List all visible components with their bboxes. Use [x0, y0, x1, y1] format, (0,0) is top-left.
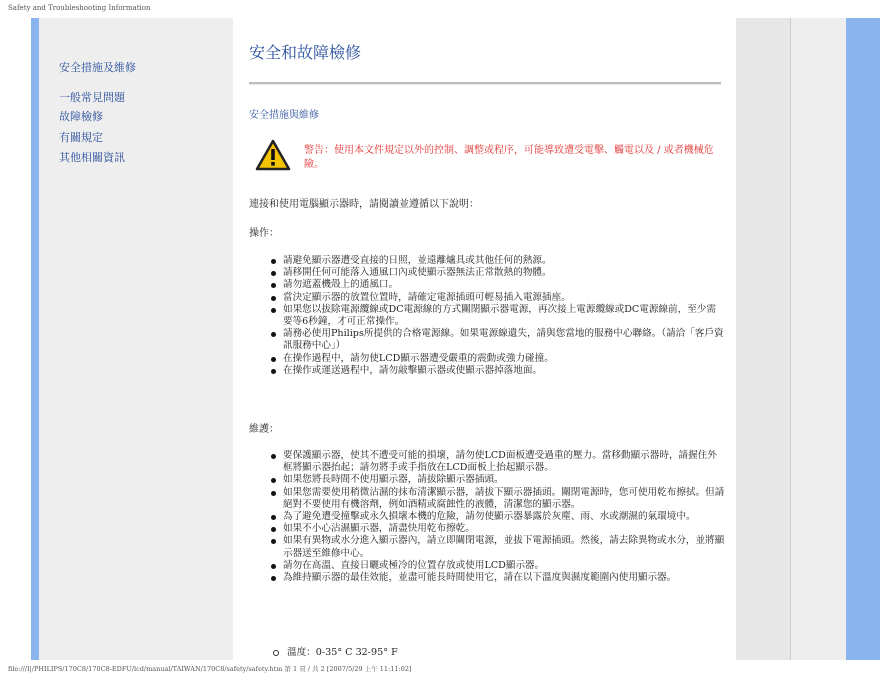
right-panel-column-1	[736, 18, 790, 660]
intro-text: 連接和使用電腦顯示器時，請閱讀並遵循以下說明：	[249, 199, 479, 210]
operation-list	[255, 255, 725, 377]
page-title: 安全和故障檢修	[249, 43, 362, 62]
nav-link-regulatory[interactable]: 有關規定	[59, 131, 103, 144]
list-item: 如果您將長時間不使用顯示器，請拔除顯示器插頭。	[255, 474, 725, 486]
list-item: 為維持顯示器的最佳效能，並盡可能長時間使用它，請在以下溫度與濕度範圍內使用顯示器。	[255, 572, 725, 584]
nav-link-troubleshooting[interactable]: 故障檢修	[59, 110, 103, 123]
list-item: 如果您需要使用稍微沾濕的抹布清潔顯示器，請拔下顯示器插頭。關閉電源時，您可使用乾布擦拭。但請絕對不要使用有機溶劑，例如酒精或腐蝕性的液體，清潔您的顯示器。	[255, 487, 725, 511]
warning-text: 警告：使用本文件規定以外的控制、調整或程序，可能導致遭受電擊、觸電以及 / 或者機械危險。	[304, 145, 714, 170]
nav-link-faq[interactable]: 一般常見問題	[59, 91, 125, 104]
title-divider	[249, 82, 721, 85]
list-item: 請移開任何可能落入通風口內或使顯示器無法正常散熱的物體。	[255, 267, 725, 279]
section-subtitle: 安全措施與維修	[249, 110, 319, 121]
maintenance-list	[255, 450, 725, 584]
page-frame	[31, 18, 846, 660]
list-item: 請務必使用Philips所提供的合格電源線。如果電源線遺失，請與您當地的服務中心聯絡。（請洽「客戶資訊服務中心」）	[255, 328, 725, 352]
temperature-text: 溫度：0-35° C 32-95° F	[287, 647, 398, 658]
print-footer: file:///I|/PHILIPS/170C8/170C8-EDFU/lcd/manual/TAIWAN/170C8/safety/safety.htm 第 1 頁 / 共 2 [2007/5/29 上午 11:11:02]	[8, 665, 412, 673]
main-content	[233, 18, 736, 660]
circle-bullet-icon	[273, 650, 279, 656]
list-item: 如果不小心沾濕顯示器，請盡快用乾布擦乾。	[255, 523, 725, 535]
nav-link-safety[interactable]: 安全措施及維修	[59, 61, 136, 74]
list-item: 為了避免遭受撞擊或永久損壞本機的危險，請勿使顯示器暴露於灰塵、雨、水或潮濕的氣環境中。	[255, 511, 725, 523]
temperature-sub-item	[273, 644, 398, 658]
list-item: 當決定顯示器的放置位置時，請確定電源插頭可輕易插入電源插座。	[255, 292, 725, 304]
print-header: Safety and Troubleshooting Information	[8, 4, 151, 12]
right-panel-column-2	[791, 18, 846, 660]
list-item: 在操作或運送過程中，請勿敲擊顯示器或使顯示器掉落地面。	[255, 365, 725, 377]
left-accent-bar	[31, 18, 39, 660]
list-item: 在操作過程中，請勿使LCD顯示器遭受嚴重的震動或強力碰撞。	[255, 353, 725, 365]
right-accent-bar	[846, 18, 880, 660]
nav-link-other-info[interactable]: 其他相關資訊	[59, 151, 125, 164]
operation-heading: 操作：	[249, 228, 279, 239]
list-item: 如果您以拔除電源纜線或DC電源線的方式關閉顯示器電源，再次接上電源纜線或DC電源線前，至少需要等6秒鐘，才可正常操作。	[255, 304, 725, 328]
list-item: 請避免顯示器遭受直接的日照，並遠離爐具或其他任何的熱源。	[255, 255, 725, 267]
warning-icon	[255, 139, 291, 171]
list-item: 請勿遮蓋機殼上的通風口。	[255, 279, 725, 291]
list-item: 要保護顯示器，使其不遭受可能的損壞，請勿使LCD面板遭受過重的壓力。當移動顯示器時，請握住外框將顯示器抬起；請勿將手或手指放在LCD面板上抬起顯示器。	[255, 450, 725, 474]
list-item: 請勿在高溫、直接日曬或極冷的位置存放或使用LCD顯示器。	[255, 560, 725, 572]
sidebar-nav	[39, 18, 233, 660]
maintenance-heading: 維護：	[249, 424, 279, 435]
list-item: 如果有異物或水分進入顯示器內，請立即關閉電源，並拔下電源插頭。然後，請去除異物或水分，並將顯示器送至維修中心。	[255, 535, 725, 559]
